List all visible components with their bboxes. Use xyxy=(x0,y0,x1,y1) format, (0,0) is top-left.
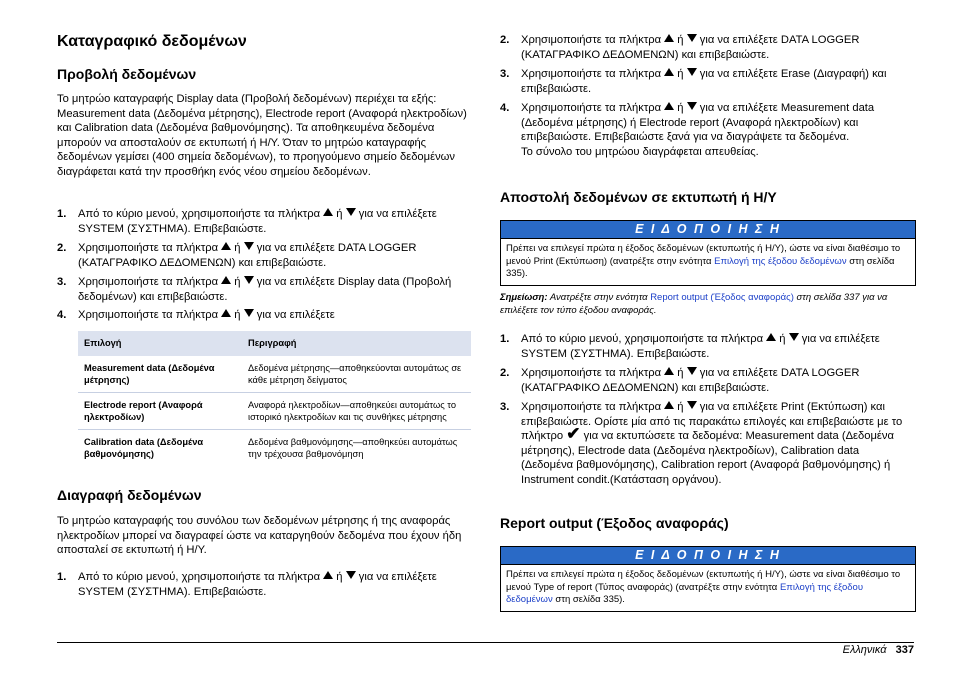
list-item: 2. Χρησιμοποιήστε τα πλήκτρα ή για να επιλέξετε DATA LOGGER (ΚΑΤΑΓΡΑΦΙΚΟ ΔΕΔΟΜΕΝΩΝ) και επιβεβαιώστε. xyxy=(500,34,860,61)
notice-text: Πρέπει να επιλεγεί πρώτα η έξοδος δεδομένων (εκτυπωτής ή Η/Υ), ώστε να είναι διαθέσιμο το μενού Print (Εκτύπωση) (ανατρέξτε στην ενότητα Επιλογή της έξοδου δεδομένων στη σελίδα 335). xyxy=(501,238,915,285)
up-arrow-icon xyxy=(664,367,674,375)
notice-label: Ε Ι Δ Ο Π Ο Ι Η Σ Η xyxy=(501,547,915,564)
list-item: 2. Χρησιμοποιήστε τα πλήκτρα ή για να επιλέξετε DATA LOGGER (ΚΑΤΑΓΡΑΦΙΚΟ ΔΕΔΟΜΕΝΩΝ) και επιβεβαιώστε. xyxy=(57,242,417,269)
table-cell: Electrode report (Αναφορά ηλεκτροδίων) xyxy=(78,393,242,430)
down-arrow-icon xyxy=(244,309,254,317)
table-cell: Δεδομένα βαθμονόμησης—αποθηκεύει αυτομάτως την τρέχουσα βαθμονόμηση xyxy=(242,430,471,467)
table-row xyxy=(78,356,471,393)
delete-data-paragraph: Το μητρώο καταγραφής του συνόλου των δεδομένων μέτρησης ή της αναφοράς ηλεκτροδίων μπορεί να διαγραφεί ώστε να καταργηθούν δεδομένα που έχουν ήδη αποσταλεί σε εκτυπωτή ή Η/Υ. xyxy=(57,515,462,557)
table-row xyxy=(78,430,471,467)
down-arrow-icon xyxy=(346,208,356,216)
up-arrow-icon xyxy=(323,571,333,579)
footer-language: Ελληνικά xyxy=(842,644,887,656)
link-report-output[interactable]: Report output (Έξοδος αναφοράς) xyxy=(650,292,794,303)
link-data-output[interactable]: Επιλογή της έξοδου δεδομένων xyxy=(714,255,847,267)
down-arrow-icon xyxy=(346,571,356,579)
down-arrow-icon xyxy=(789,333,799,341)
notice-box xyxy=(500,546,916,612)
list-item: 3. Χρησιμοποιήστε τα πλήκτρα ή για να επιλέξετε Print (Εκτύπωση) και επιβεβαιώστε. Ορίστε μία από τις παρακάτω επιλογές και επιβεβαιώστε με το πλήκτρο ✔ για να εκτυπώσετε τα δεδομένα: Measurement data (Δεδομένα μέτρησης), Electrode data (Δεδομένα ηλεκτροδίων), Calibration data (Δεδομένα βαθμονόμησης), Calibration report (Αναφορά βαθμονόμησης) ή Instrument condit.(Κατάσταση οργάνου). xyxy=(500,401,903,486)
table-cell: Calibration data (Δεδομένα βαθμονόμησης) xyxy=(78,430,242,467)
down-arrow-icon xyxy=(687,367,697,375)
column-header-option: Επιλογή xyxy=(78,331,242,356)
list-item: 3. Χρησιμοποιήστε τα πλήκτρα ή για να επιλέξετε Erase (Διαγραφή) και επιβεβαιώστε. xyxy=(500,68,887,95)
list-item: 4. Χρησιμοποιήστε τα πλήκτρα ή για να επιλέξετε Measurement data (Δεδομένα μέτρησης) ή Electrode report (Αναφορά ηλεκτροδίων) και επιβεβαιώστε. Επιβεβαιώστε ξανά για να διαγράψετε τα δεδομένα. Το σύνολο του μητρώου διαγράφεται απευθείας. xyxy=(500,102,875,158)
link-data-output[interactable]: Επιλογή της έξοδου δεδομένων xyxy=(506,581,864,605)
section-heading-view-data: Προβολή δεδομένων xyxy=(57,66,197,82)
up-arrow-icon xyxy=(221,242,231,250)
section-heading-report-output: Report output (Έξοδος αναφοράς) xyxy=(500,515,729,531)
view-data-paragraph: Το μητρώο καταγραφής Display data (Προβολή δεδομένων) περιέχει τα εξής: Measurement data (Δεδομένα μέτρησης), Electrode report (Αναφορά ηλεκτροδίων) και Calibration data (Δεδομένα βαθμονόμησης). Τα αποθηκευμένα δεδομένα μπορούν να αποσταλούν σε εκτυπωτή ή Η/Υ. Όταν το μητρώο καταγραφής δεδομένων γεμίσει (400 σημεία δεδομένων), το προηγούμενο σημείο δεδομένων διαγράφεται κατά την προσθήκη ενός νέου σημείου δεδομένων. xyxy=(57,93,467,178)
table-cell: Measurement data (Δεδομένα μέτρησης) xyxy=(84,363,215,385)
list-item: 1. Από το κύριο μενού, χρησιμοποιήστε τα πλήκτρα ή για να επιλέξετε SYSTEM (ΣΥΣΤΗΜΑ). Επιβεβαιώστε. xyxy=(57,571,437,598)
page-number: 337 xyxy=(895,644,914,656)
confirm-check-icon: ✔ xyxy=(566,424,581,444)
list-item: 1. Από το κύριο μενού, χρησιμοποιήστε τα πλήκτρα ή για να επιλέξετε SYSTEM (ΣΥΣΤΗΜΑ). Επιβεβαιώστε. xyxy=(500,333,880,360)
up-arrow-icon xyxy=(221,309,231,317)
down-arrow-icon xyxy=(687,102,697,110)
up-arrow-icon xyxy=(221,276,231,284)
page-footer xyxy=(843,644,914,656)
list-item: 3. Χρησιμοποιήστε τα πλήκτρα ή για να επιλέξετε Display data (Προβολή δεδομένων) και επιβεβαιώστε. xyxy=(57,276,452,303)
erase-result-text: Το σύνολο του μητρώου διαγράφεται απευθείας. xyxy=(521,145,759,158)
up-arrow-icon xyxy=(664,102,674,110)
note-text: Σημείωση: Ανατρέξτε στην ενότητα Report output (Έξοδος αναφοράς) στη σελίδα 337 για να επιλέξετε τον τύπο έξοδου αναφοράς. xyxy=(500,292,888,316)
options-table xyxy=(78,331,471,466)
table-header-row xyxy=(78,331,471,356)
list-item: 1. Από το κύριο μενού, χρησιμοποιήστε τα πλήκτρα ή για να επιλέξετε SYSTEM (ΣΥΣΤΗΜΑ). Επιβεβαιώστε. xyxy=(57,208,437,235)
section-heading-send-data: Αποστολή δεδομένων σε εκτυπωτή ή Η/Υ xyxy=(500,189,777,205)
notice-box xyxy=(500,220,916,286)
list-item: 4. Χρησιμοποιήστε τα πλήκτρα ή για να επιλέξετε xyxy=(57,309,335,321)
up-arrow-icon xyxy=(664,68,674,76)
table-row xyxy=(78,393,471,430)
up-arrow-icon xyxy=(766,333,776,341)
table-cell: Αναφορά ηλεκτροδίων—αποθηκεύει αυτομάτως το ιστορικό ηλεκτροδίων και τις συνθήκες μέτρησης xyxy=(242,393,471,430)
table-cell: Δεδομένα μέτρησης—αποθηκεύονται αυτομάτως σε κάθε μέτρηση δείγματος xyxy=(248,363,462,385)
up-arrow-icon xyxy=(323,208,333,216)
footer-divider xyxy=(57,642,914,643)
notice-label: Ε Ι Δ Ο Π Ο Ι Η Σ Η xyxy=(501,221,915,238)
down-arrow-icon xyxy=(687,68,697,76)
down-arrow-icon xyxy=(244,276,254,284)
up-arrow-icon xyxy=(664,34,674,42)
section-heading-delete-data: Διαγραφή δεδομένων xyxy=(57,487,202,503)
notice-text: Πρέπει να επιλεγεί πρώτα η έξοδος δεδομένων (εκτυπωτής ή Η/Υ), ώστε να είναι διαθέσιμο το μενού Type of report (Τύπος αναφοράς) (ανατρέξτε στην ενότητα Επιλογή της έξοδου δεδομένων στη σελίδα 335). xyxy=(501,564,915,611)
column-header-description: Περιγραφή xyxy=(242,331,471,356)
down-arrow-icon xyxy=(244,242,254,250)
down-arrow-icon xyxy=(687,34,697,42)
page-title: Καταγραφικό δεδομένων xyxy=(57,33,247,50)
list-item: 2. Χρησιμοποιήστε τα πλήκτρα ή για να επιλέξετε DATA LOGGER (ΚΑΤΑΓΡΑΦΙΚΟ ΔΕΔΟΜΕΝΩΝ) και επιβεβαιώστε. xyxy=(500,367,860,394)
up-arrow-icon xyxy=(664,401,674,409)
down-arrow-icon xyxy=(687,401,697,409)
